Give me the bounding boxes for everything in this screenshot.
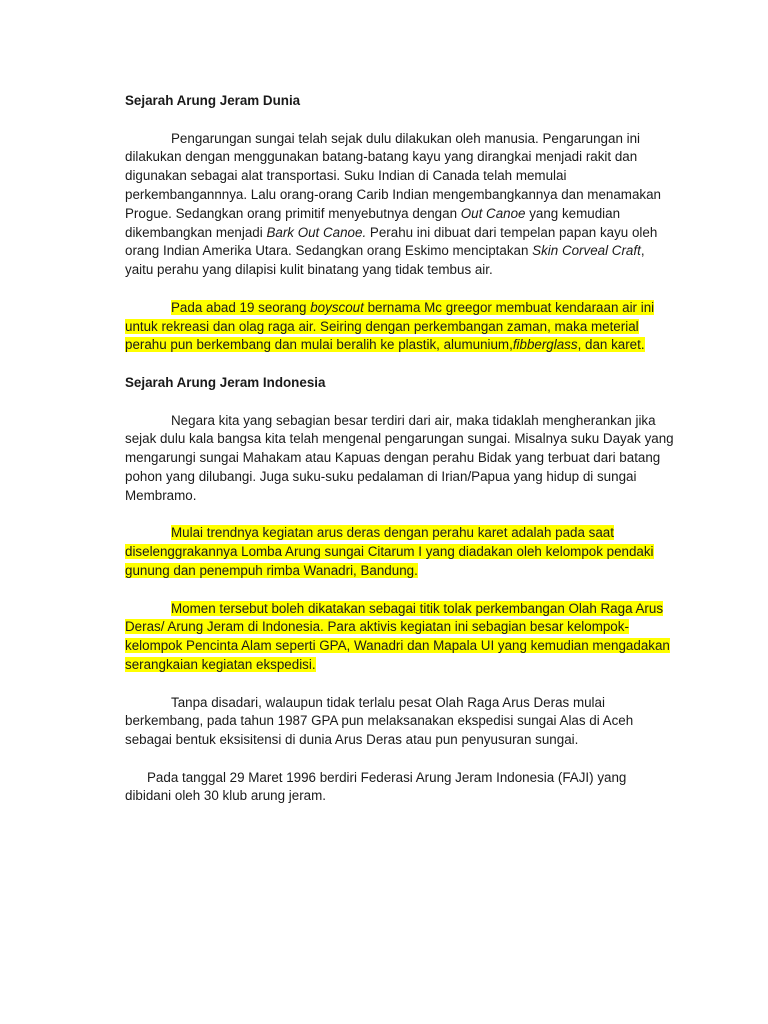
text-segment: Perahu ini dibuat dari tempelan papan kayu oleh orang Indian Amerika Utara. Sedangkan orang Eskimo menciptakan <box>125 224 658 259</box>
text-segment: , dan karet. <box>577 337 645 353</box>
document-page <box>125 92 675 825</box>
italic-term-bark-out-canoe: Bark Out Canoe. <box>266 224 367 240</box>
paragraph-indonesia-1: Negara kita yang sebagian besar terdiri dari air, maka tidaklah mengherankan jika sejak dulu kala bangsa kita telah mengenal pengarungan sungai. Misalnya suku Dayak yang mengarungi sungai Mahakam atau Kapuas dengan perahu Bidak yang terbuat dari batang pohon yang dilubangi. Juga suku-suku pedalaman di Irian/Papua yang hidup di sungai Membramo. <box>125 412 674 503</box>
highlighted-text-segment <box>125 300 654 353</box>
heading-world-history: Sejarah Arung Jeram Dunia <box>125 93 301 108</box>
highlighted-text-segment: Mulai trendnya kegiatan arus deras dengan perahu karet adalah pada saat diselenggrakannya Lomba Arung sungai Citarum I yang diadakan oleh kelompok pendaki gunung dan penempuh rimba Wanadri, Bandung. <box>125 525 654 578</box>
italic-term-out-canoe: Out Canoe <box>460 205 526 221</box>
paragraph-world-1 <box>125 130 675 280</box>
paragraph-world-2-highlighted <box>125 299 675 355</box>
italic-term-skin-corveal-craft: Skin Corveal Craft <box>532 243 641 259</box>
heading-indonesia-history: Sejarah Arung Jeram Indonesia <box>125 374 326 390</box>
text-segment: yang kemudian dikembangkan menjadi <box>125 205 621 240</box>
italic-term-fibberglass: fibberglass <box>512 337 578 353</box>
paragraph-indonesia-4: Tanpa disadari, walaupun tidak terlalu pesat Olah Raga Arus Deras mulai berkembang, pada tahun 1987 GPA pun melaksanakan ekspedisi sungai Alas di Aceh sebagai bentuk eksisitensi di dunia Arus Deras atau pun penyusuran sungai. <box>125 694 634 748</box>
text-segment: Pada abad 19 seorang <box>171 299 311 315</box>
italic-term-boyscout: boyscout <box>310 299 364 315</box>
paragraph-indonesia-2-highlighted <box>125 524 675 580</box>
highlighted-text-segment: Momen tersebut boleh dikatakan sebagai titik tolak perkembangan Olah Raga Arus Deras/ Arung Jeram di Indonesia. Para aktivis kegiatan ini sebagian besar kelompok-kelompok Pencinta Alam seperti GPA, Wanadri dan Mapala UI yang kemudian mengadakan serangkaian kegiatan ekspedisi. <box>125 600 670 672</box>
text-segment: Pengarungan sungai telah sejak dulu dilakukan oleh manusia. Pengarungan ini dilakukan dengan menggunakan batang-batang kayu yang dirangkai menjadi rakit dan digunakan sebagai alat transportasi. Suku Indian di Canada telah memulai perkembangannnya. Lalu orang-orang Carib Indian mengembangkannya dan menamakan Progue. Sedangkan orang primitif menyebutnya dengan <box>125 130 661 221</box>
paragraph-indonesia-3-highlighted <box>125 600 675 675</box>
paragraph-indonesia-5: Pada tanggal 29 Maret 1996 berdiri Federasi Arung Jeram Indonesia (FAJI) yang dibidani oleh 30 klub arung jeram. <box>125 769 627 804</box>
text-segment: bernama Mc greegor membuat kendaraan air ini untuk rekreasi dan olag raga air. Seiring dengan perkembangan zaman, maka meterial perahu pun berkembang dan mulai beralih ke plastik, alumunium, <box>125 299 655 353</box>
text-segment: , yaitu perahu yang dilapisi kulit binatang yang tidak tembus air. <box>125 243 645 278</box>
